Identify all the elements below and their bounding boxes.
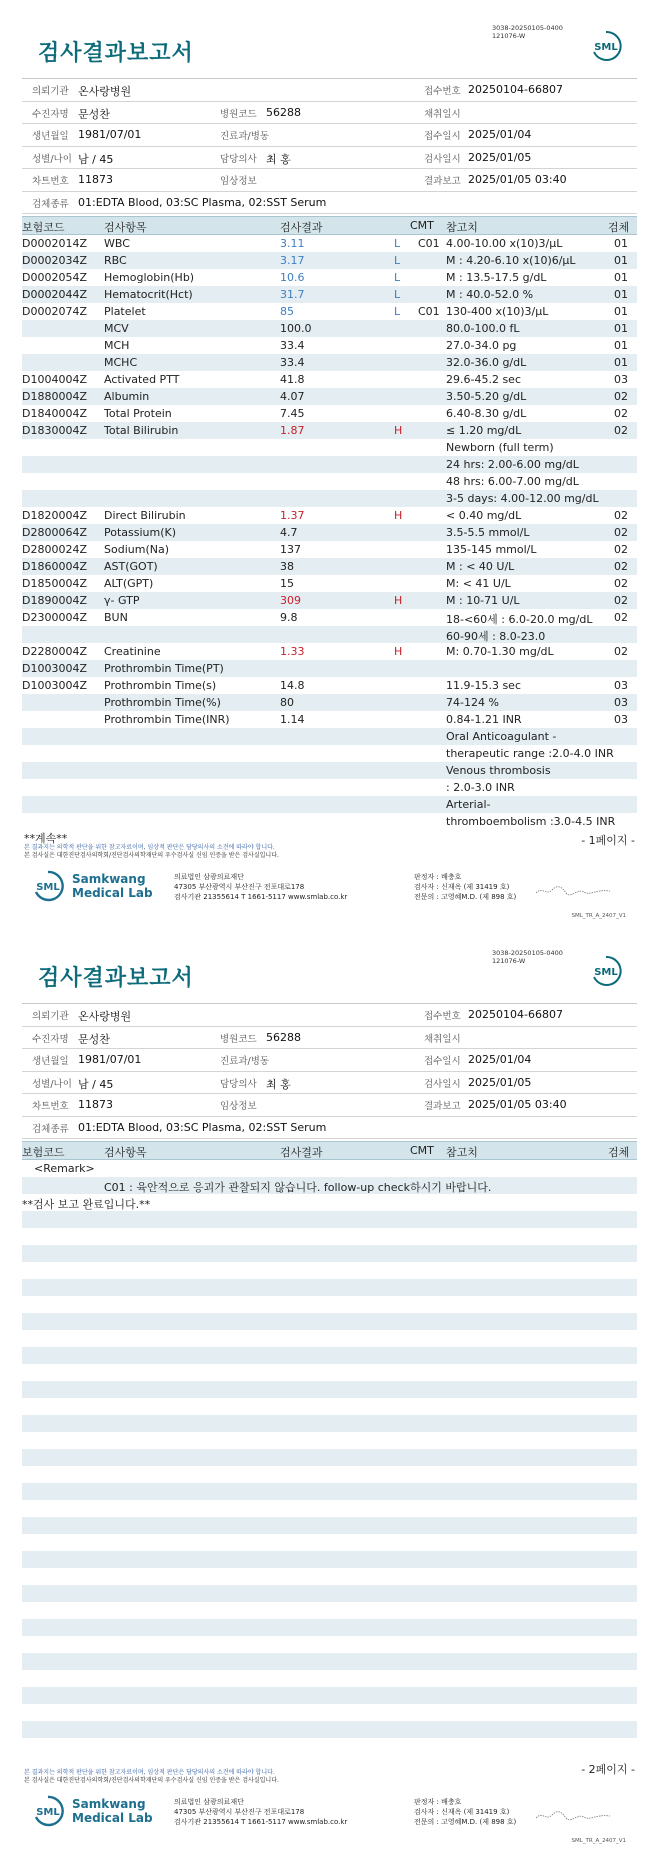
test-name: ALT(GPT) xyxy=(104,577,154,590)
test-name: Platelet xyxy=(104,305,146,318)
test-name: BUN xyxy=(104,611,128,624)
empty-row xyxy=(22,1636,637,1653)
test-value: 9.8 xyxy=(280,611,298,624)
test-date-value: 2025/01/05 xyxy=(468,150,532,164)
result-row xyxy=(22,507,637,524)
empty-row xyxy=(22,1551,637,1568)
test-reference: 0.84-1.21 INR xyxy=(446,713,522,726)
report-date-value: 2025/01/05 03:40 xyxy=(468,173,567,186)
test-reference: therapeutic range :2.0-4.0 INR xyxy=(446,747,614,760)
test-reference: M : 40.0-52.0 % xyxy=(446,288,534,301)
empty-row xyxy=(22,1364,637,1381)
test-code: D1860004Z xyxy=(22,560,87,573)
result-row xyxy=(22,813,637,830)
test-reference: 18-<60세 : 6.0-20.0 mg/dL xyxy=(446,613,593,626)
test-flag: L xyxy=(394,271,401,284)
remark-title-row: <Remark> xyxy=(34,1162,95,1175)
test-specimen: 03 xyxy=(614,679,628,692)
result-row xyxy=(22,286,637,303)
result-row xyxy=(22,694,637,711)
test-code: D1840004Z xyxy=(22,407,87,420)
test-name: MCH xyxy=(104,339,130,352)
info-row: 생년월일 1981/07/01 진료과/병동 접수일시 2025/01/04 xyxy=(22,1049,637,1072)
test-reference: M : < 40 U/L xyxy=(446,560,515,573)
test-name: Activated PTT xyxy=(104,373,180,386)
report-title: 검사결과보고서 xyxy=(38,41,194,66)
result-row xyxy=(22,405,637,422)
result-row xyxy=(22,354,637,371)
results-header: 보험코드 검사항목 검사결과 CMT 참고치 검체 xyxy=(22,1141,637,1160)
empty-row xyxy=(22,1619,637,1636)
test-specimen: 02 xyxy=(614,407,628,420)
result-row xyxy=(22,439,637,456)
empty-row xyxy=(22,1245,637,1262)
test-reference: : 2.0-3.0 INR xyxy=(446,781,515,794)
test-specimen: 02 xyxy=(614,526,628,539)
test-name: WBC xyxy=(104,237,130,250)
sml-logo-icon xyxy=(590,955,622,987)
test-specimen: 03 xyxy=(614,713,628,726)
test-name: AST(GOT) xyxy=(104,560,158,573)
test-name: Albumin xyxy=(104,390,150,403)
info-row: 수진자명 문성찬 병원코드 56288 채취일시 xyxy=(22,1027,637,1050)
info-row: 성별/나이 남 / 45 담당의사 최 홍 검사일시 2025/01/05 xyxy=(22,147,637,170)
test-reference: M : 4.20-6.10 x(10)6/μL xyxy=(446,254,576,267)
test-code: D0002074Z xyxy=(22,305,87,318)
notice-text: 본 결과지는 의학적 판단을 위한 참고자료이며, 임상적 판단은 담당의사의 소견에 따라야 합니다. 본 검사실은 대한진단검사의학회/진단검사의학재단의 우수검사실 신임 인증을 받은 검사실입니다. xyxy=(24,1769,279,1784)
test-reference: ≤ 1.20 mg/dL xyxy=(446,424,522,437)
results-body xyxy=(22,235,637,830)
test-name: Total Bilirubin xyxy=(104,424,179,437)
empty-row xyxy=(22,1313,637,1330)
footer xyxy=(32,868,632,918)
test-reference: Venous thrombosis xyxy=(446,764,551,777)
result-row xyxy=(22,337,637,354)
test-specimen: 01 xyxy=(614,339,628,352)
test-name: Total Protein xyxy=(104,407,172,420)
empty-row xyxy=(22,1449,637,1466)
test-code: D2300004Z xyxy=(22,611,87,624)
test-code: D0002034Z xyxy=(22,254,87,267)
result-row xyxy=(22,643,637,660)
test-name: γ- GTP xyxy=(104,594,140,607)
result-row xyxy=(22,711,637,728)
test-name: Hematocrit(Hct) xyxy=(104,288,193,301)
test-code: D1003004Z xyxy=(22,679,87,692)
test-reference: 3.5-5.5 mmol/L xyxy=(446,526,530,539)
test-specimen: 01 xyxy=(614,237,628,250)
footer-staff: 판정자 : 배충호 검사자 : 신재옥 (제 31419 호) 전문의 : 고영혜M.D. (제 898 호) xyxy=(414,873,517,901)
result-row xyxy=(22,745,637,762)
result-row xyxy=(22,422,637,439)
test-specimen: 01 xyxy=(614,356,628,369)
test-value: 33.4 xyxy=(280,339,305,352)
result-row xyxy=(22,371,637,388)
test-flag: L xyxy=(394,305,401,318)
result-row xyxy=(22,456,637,473)
result-row xyxy=(22,626,637,643)
test-reference: 60-90세 : 8.0-23.0 xyxy=(446,630,546,643)
test-specimen: 02 xyxy=(614,509,628,522)
test-reference: M: < 41 U/L xyxy=(446,577,511,590)
result-row xyxy=(22,660,637,677)
test-comment: C01 xyxy=(418,237,440,250)
test-value: 31.7 xyxy=(280,288,305,301)
test-specimen: 02 xyxy=(614,577,628,590)
test-specimen: 02 xyxy=(614,645,628,658)
test-specimen: 03 xyxy=(614,696,628,709)
test-code: D1830004Z xyxy=(22,424,87,437)
test-name: MCHC xyxy=(104,356,138,369)
patient-info-table xyxy=(22,1003,637,1139)
test-flag: L xyxy=(394,254,401,267)
results-table xyxy=(22,216,637,830)
sex-age-value: 남 / 45 xyxy=(78,152,114,166)
test-flag: H xyxy=(394,594,403,607)
test-name: Hemoglobin(Hb) xyxy=(104,271,195,284)
empty-row xyxy=(22,1228,637,1245)
result-row xyxy=(22,575,637,592)
empty-row xyxy=(22,1415,637,1432)
empty-row xyxy=(22,1517,637,1534)
result-row xyxy=(22,728,637,745)
result-row xyxy=(22,779,637,796)
svg-text:SML: SML xyxy=(36,882,60,893)
test-value: 15 xyxy=(280,577,294,590)
test-specimen: 02 xyxy=(614,424,628,437)
test-reference: Newborn (full term) xyxy=(446,441,554,454)
test-reference: 130-400 x(10)3/μL xyxy=(446,305,549,318)
empty-row xyxy=(22,1721,637,1738)
test-specimen: 01 xyxy=(614,305,628,318)
empty-row xyxy=(22,1296,637,1313)
test-reference: M : 10-71 U/L xyxy=(446,594,520,607)
info-row: 수진자명 문성찬 병원코드 56288 채취일시 xyxy=(22,102,637,125)
empty-row xyxy=(22,1466,637,1483)
test-reference: 24 hrs: 2.00-6.00 mg/dL xyxy=(446,458,579,471)
test-reference: 11.9-15.3 sec xyxy=(446,679,521,692)
info-row: 의뢰기관 온사랑병원 접수번호 20250104-66807 xyxy=(22,78,637,102)
test-name: Prothrombin Time(%) xyxy=(104,696,221,709)
doctor-value: 최 홍 xyxy=(266,152,291,166)
test-value: 1.14 xyxy=(280,713,305,726)
empty-row xyxy=(22,1262,637,1279)
remark-table xyxy=(22,1141,637,1211)
empty-row xyxy=(22,1500,637,1517)
test-code: D0002054Z xyxy=(22,271,87,284)
test-flag: H xyxy=(394,645,403,658)
remark-text-row: C01 : 육안적으로 응괴가 관찰되지 않습니다. follow-up check하시기 바랍니다. xyxy=(22,1177,637,1194)
test-value: 33.4 xyxy=(280,356,305,369)
test-value: 41.8 xyxy=(280,373,305,386)
signature-icon xyxy=(534,884,614,898)
result-row xyxy=(22,473,637,490)
empty-row xyxy=(22,1670,637,1687)
test-value: 80 xyxy=(280,696,294,709)
sml-logo-icon xyxy=(590,30,622,62)
test-reference: 135-145 mmol/L xyxy=(446,543,537,556)
test-code: D2800024Z xyxy=(22,543,87,556)
signature-icon xyxy=(534,1809,614,1823)
svg-text:SML: SML xyxy=(36,1807,60,1818)
test-specimen: 02 xyxy=(614,594,628,607)
empty-row xyxy=(22,1534,637,1551)
svg-text:SML: SML xyxy=(594,42,618,53)
footer-brand: Samkwang Medical Lab xyxy=(72,872,153,900)
test-code: D1850004Z xyxy=(22,577,87,590)
patient-info-table xyxy=(22,78,637,214)
test-specimen: 02 xyxy=(614,611,628,624)
test-reference: 29.6-45.2 sec xyxy=(446,373,521,386)
test-code: D0002044Z xyxy=(22,288,87,301)
test-flag: L xyxy=(394,237,401,250)
test-reference: 48 hrs: 6.00-7.00 mg/dL xyxy=(446,475,579,488)
test-reference: 3-5 days: 4.00-12.00 mg/dL xyxy=(446,492,599,505)
test-code: D1004004Z xyxy=(22,373,87,386)
test-value: 100.0 xyxy=(280,322,312,335)
test-specimen: 01 xyxy=(614,271,628,284)
test-reference: 6.40-8.30 g/dL xyxy=(446,407,527,420)
footer-address: 의료법인 삼광의료재단 47305 부산광역시 부산진구 전포대로178 검사기관 21355614 T 1661-5117 www.smlab.co.kr xyxy=(174,873,348,901)
test-value: 1.33 xyxy=(280,645,305,658)
test-flag: L xyxy=(394,288,401,301)
test-flag: H xyxy=(394,424,403,437)
test-reference: M: 0.70-1.30 mg/dL xyxy=(446,645,554,658)
empty-row xyxy=(22,1330,637,1347)
test-specimen: 02 xyxy=(614,390,628,403)
test-reference: Oral Anticoagulant - xyxy=(446,730,557,743)
test-code: D1820004Z xyxy=(22,509,87,522)
footer-staff: 판정자 : 배충호 검사자 : 신재옥 (제 31419 호) 전문의 : 고영혜M.D. (제 898 호) xyxy=(414,1798,517,1826)
test-value: 1.37 xyxy=(280,509,305,522)
test-name: Direct Bilirubin xyxy=(104,509,186,522)
test-value: 3.11 xyxy=(280,237,305,250)
test-value: 10.6 xyxy=(280,271,305,284)
report-page-2 xyxy=(0,925,655,1850)
footer xyxy=(32,1793,632,1843)
test-code: D1003004Z xyxy=(22,662,87,675)
test-specimen: 03 xyxy=(614,373,628,386)
test-reference: M : 13.5-17.5 g/dL xyxy=(446,271,547,284)
empty-row xyxy=(22,1568,637,1585)
empty-row xyxy=(22,1687,637,1704)
test-reference: 3.50-5.20 g/dL xyxy=(446,390,527,403)
result-row xyxy=(22,388,637,405)
test-code: D2800064Z xyxy=(22,526,87,539)
info-row: 검체종류 01:EDTA Blood, 03:SC Plasma, 02:SST Serum xyxy=(22,1117,637,1140)
hospital-code-value: 56288 xyxy=(266,105,301,119)
receipt-date-value: 2025/01/04 xyxy=(468,128,532,141)
results-header: 보험코드 검사항목 검사결과 CMT 참고치 검체 xyxy=(22,216,637,235)
test-value: 4.07 xyxy=(280,390,305,403)
empty-row xyxy=(22,1585,637,1602)
empty-row xyxy=(22,1483,637,1500)
test-specimen: 01 xyxy=(614,288,628,301)
test-reference: Arterial- xyxy=(446,798,491,811)
empty-row xyxy=(22,1279,637,1296)
test-value: 309 xyxy=(280,594,301,607)
empty-row xyxy=(22,1398,637,1415)
empty-row xyxy=(22,1432,637,1449)
test-value: 85 xyxy=(280,305,294,318)
test-flag: H xyxy=(394,509,403,522)
test-value: 1.87 xyxy=(280,424,305,437)
test-value: 3.17 xyxy=(280,254,305,267)
empty-rows xyxy=(22,1211,637,1738)
test-name: Prothrombin Time(PT) xyxy=(104,662,224,675)
test-name: Creatinine xyxy=(104,645,161,658)
test-reference: 27.0-34.0 pg xyxy=(446,339,517,352)
info-row: 검체종류 01:EDTA Blood, 03:SC Plasma, 02:SST Serum xyxy=(22,192,637,215)
result-row xyxy=(22,677,637,694)
page-number: - 2페이지 - xyxy=(581,1763,635,1776)
info-row: 차트번호 11873 임상정보 결과보고 2025/01/05 03:40 xyxy=(22,1094,637,1117)
test-specimen: 01 xyxy=(614,322,628,335)
test-reference: 80.0-100.0 fL xyxy=(446,322,520,335)
result-row xyxy=(22,796,637,813)
receipt-no-value: 20250104-66807 xyxy=(468,83,563,96)
document-code: 3038-20250105-0400 121076-W xyxy=(492,24,563,40)
test-reference: 74-124 % xyxy=(446,696,499,709)
report-complete-row: **검사 보고 완료입니다.** xyxy=(22,1198,151,1211)
test-name: RBC xyxy=(104,254,127,267)
report-title: 검사결과보고서 xyxy=(38,966,194,991)
info-row: 의뢰기관 온사랑병원 접수번호 20250104-66807 xyxy=(22,1003,637,1027)
footer-brand: Samkwang Medical Lab xyxy=(72,1797,153,1825)
empty-row xyxy=(22,1653,637,1670)
patient-name-value: 문성찬 xyxy=(78,107,110,121)
result-row xyxy=(22,592,637,609)
test-name: Sodium(Na) xyxy=(104,543,169,556)
chart-no-value: 11873 xyxy=(78,173,113,186)
specimen-value: 01:EDTA Blood, 03:SC Plasma, 02:SST Serum xyxy=(78,195,327,209)
info-row: 차트번호 11873 임상정보 결과보고 2025/01/05 03:40 xyxy=(22,169,637,192)
footer-address: 의료법인 삼광의료재단 47305 부산광역시 부산진구 전포대로178 검사기관 21355614 T 1661-5117 www.smlab.co.kr xyxy=(174,1798,348,1826)
test-name: Prothrombin Time(s) xyxy=(104,679,217,692)
result-row xyxy=(22,235,637,252)
empty-row xyxy=(22,1211,637,1228)
test-specimen: 02 xyxy=(614,560,628,573)
result-row xyxy=(22,609,637,626)
test-value: 137 xyxy=(280,543,301,556)
test-name: Potassium(K) xyxy=(104,526,177,539)
result-row xyxy=(22,558,637,575)
info-row: 성별/나이 남 / 45 담당의사 최 홍 검사일시 2025/01/05 xyxy=(22,1072,637,1095)
test-specimen: 02 xyxy=(614,543,628,556)
test-value: 38 xyxy=(280,560,294,573)
sml-footer-logo-icon xyxy=(32,870,64,902)
birth-value: 1981/07/01 xyxy=(78,128,142,141)
test-reference: 4.00-10.00 x(10)3/μL xyxy=(446,237,563,250)
document-code: 3038-20250105-0400 121076-W xyxy=(492,949,563,965)
notice-text: 본 결과지는 의학적 판단을 위한 참고자료이며, 임상적 판단은 담당의사의 소견에 따라야 합니다. 본 검사실은 대한진단검사의학회/진단검사의학재단의 우수검사실 신임 인증을 받은 검사실입니다. xyxy=(24,844,279,859)
test-code: D2280004Z xyxy=(22,645,87,658)
empty-row xyxy=(22,1381,637,1398)
test-code: D0002014Z xyxy=(22,237,87,250)
result-row xyxy=(22,269,637,286)
svg-text:SML: SML xyxy=(594,967,618,978)
info-row: 생년월일 1981/07/01 진료과/병동 접수일시 2025/01/04 xyxy=(22,124,637,147)
test-value: 7.45 xyxy=(280,407,305,420)
empty-row xyxy=(22,1704,637,1721)
test-code: D1880004Z xyxy=(22,390,87,403)
result-row xyxy=(22,541,637,558)
test-code: D1890004Z xyxy=(22,594,87,607)
test-reference: thromboembolism :3.0-4.5 INR xyxy=(446,815,616,828)
result-row xyxy=(22,252,637,269)
form-code: SML_TR_A_2407_V1 xyxy=(571,913,626,919)
test-reference: 32.0-36.0 g/dL xyxy=(446,356,527,369)
result-row xyxy=(22,303,637,320)
result-row xyxy=(22,524,637,541)
empty-row xyxy=(22,1347,637,1364)
continue-marker: **계속** xyxy=(24,832,68,845)
test-name: MCV xyxy=(104,322,129,335)
institution-value: 온사랑병원 xyxy=(78,85,132,98)
test-specimen: 01 xyxy=(614,254,628,267)
result-row xyxy=(22,320,637,337)
test-comment: C01 xyxy=(418,305,440,318)
test-value: 14.8 xyxy=(280,679,305,692)
empty-row xyxy=(22,1602,637,1619)
result-row xyxy=(22,762,637,779)
sml-footer-logo-icon xyxy=(32,1795,64,1827)
test-name: Prothrombin Time(INR) xyxy=(104,713,230,726)
test-value: 4.7 xyxy=(280,526,298,539)
form-code: SML_TR_A_2407_V1 xyxy=(571,1838,626,1844)
result-row xyxy=(22,490,637,507)
test-reference: < 0.40 mg/dL xyxy=(446,509,522,522)
page-number: - 1페이지 - xyxy=(581,834,635,847)
